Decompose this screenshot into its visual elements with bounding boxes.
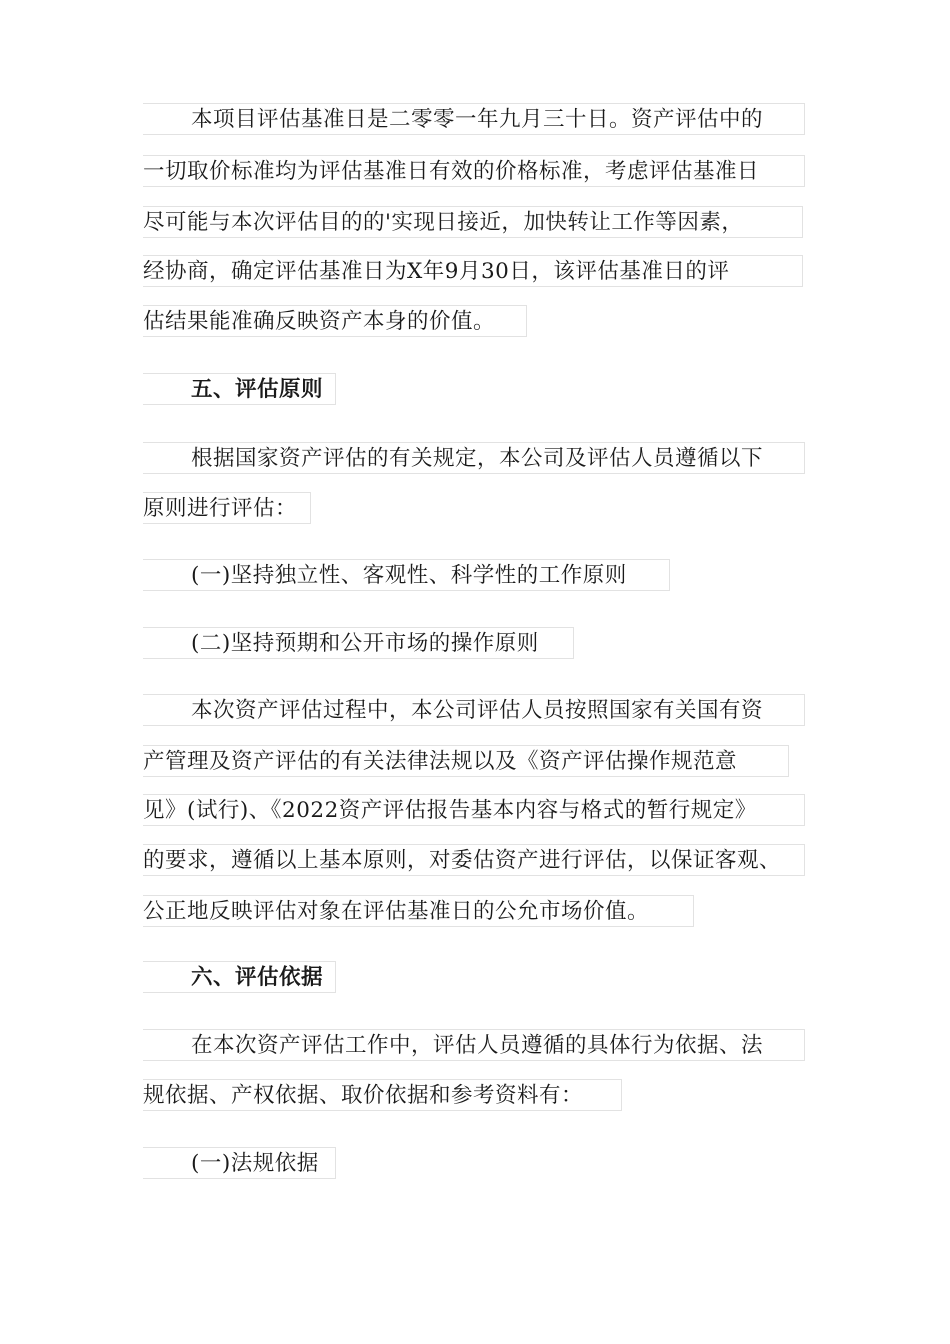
paragraph-basedate-line-3: 尽可能与本次评估目的的'实现日接近，加快转让工作等因素，: [143, 206, 803, 238]
heading-evaluation-principles: 五、评估原则: [143, 373, 336, 405]
paragraph-basedate-line-1: 本项目评估基准日是二零零一年九月三十日。资产评估中的: [143, 103, 805, 135]
paragraph-principles-line-2: 原则进行评估：: [143, 492, 311, 524]
principle-item-2: (二)坚持预期和公开市场的操作原则: [143, 627, 574, 659]
paragraph-process-line-1: 本次资产评估过程中，本公司评估人员按照国家有关国有资: [143, 694, 805, 726]
basis-item-1: (一)法规依据: [143, 1147, 336, 1179]
paragraph-principles-line-1: 根据国家资产评估的有关规定，本公司及评估人员遵循以下: [143, 442, 805, 474]
heading-evaluation-basis: 六、评估依据: [143, 961, 336, 993]
paragraph-process-line-3: 见》(试行)、《2022资产评估报告基本内容与格式的暂行规定》: [143, 794, 805, 826]
paragraph-process-line-4: 的要求，遵循以上基本原则，对委估资产进行评估，以保证客观、: [143, 844, 805, 876]
paragraph-basis-line-1: 在本次资产评估工作中，评估人员遵循的具体行为依据、法: [143, 1029, 805, 1061]
paragraph-process-line-5: 公正地反映评估对象在评估基准日的公允市场价值。: [143, 895, 694, 927]
paragraph-basedate-line-2: 一切取价标准均为评估基准日有效的价格标准，考虑评估基准日: [143, 155, 805, 187]
paragraph-basis-line-2: 规依据、产权依据、取价依据和参考资料有：: [143, 1079, 622, 1111]
paragraph-process-line-2: 产管理及资产评估的有关法律法规以及《资产评估操作规范意: [143, 745, 789, 777]
principle-item-1: (一)坚持独立性、客观性、科学性的工作原则: [143, 559, 670, 591]
paragraph-basedate-line-4: 经协商，确定评估基准日为X年9月30日，该评估基准日的评: [143, 255, 803, 287]
paragraph-basedate-line-5: 估结果能准确反映资产本身的价值。: [143, 305, 527, 337]
